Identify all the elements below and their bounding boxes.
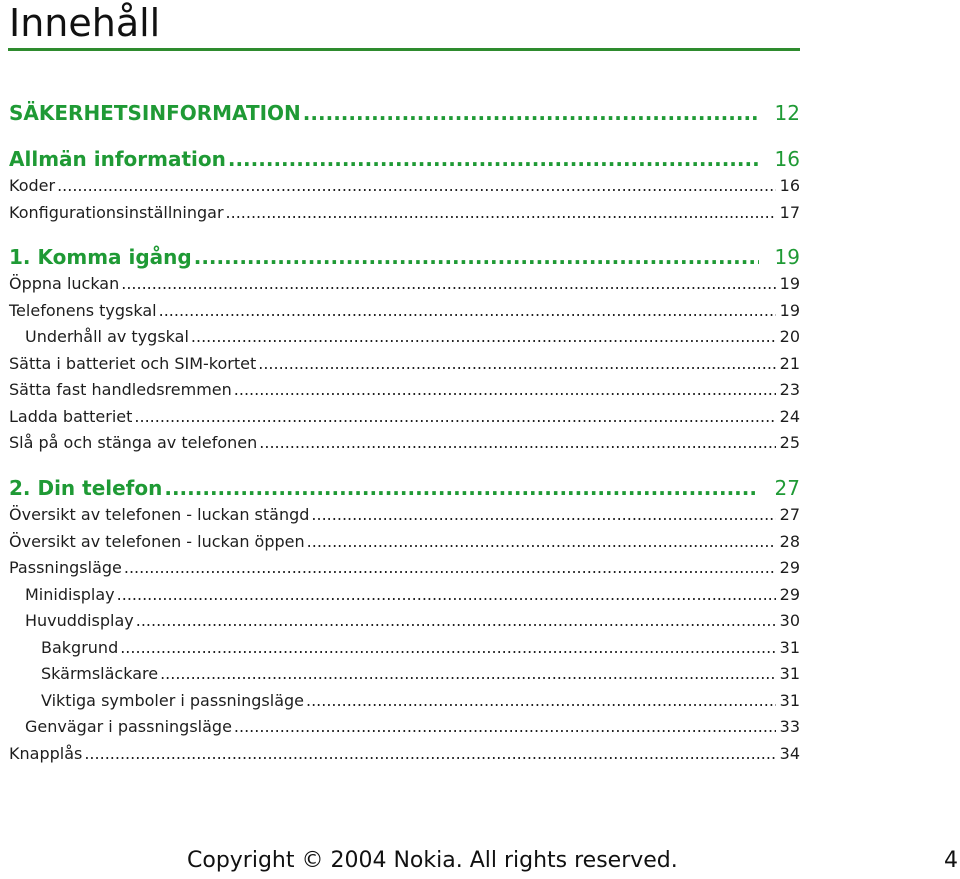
toc-entry-page: 33 — [779, 717, 800, 736]
toc-leader-dots — [226, 200, 776, 226]
toc-leader-dots — [159, 298, 776, 324]
toc-leader-dots — [136, 608, 776, 634]
toc-entry-title: Koder — [9, 176, 56, 195]
toc-leader-dots — [306, 688, 776, 714]
toc-entry-title: Ladda batteriet — [9, 407, 133, 426]
toc-entry[interactable] — [0, 173, 800, 199]
toc-entry-page: 17 — [779, 203, 800, 222]
toc-entry-title: Översikt av telefonen - luckan stängd — [9, 505, 310, 524]
toc-entry-title: Konfigurationsinställningar — [9, 203, 224, 222]
toc-leader-dots — [259, 430, 775, 456]
toc-entry[interactable] — [0, 741, 800, 767]
toc-leader-dots — [307, 529, 776, 555]
toc-entry-page: 19 — [779, 274, 800, 293]
toc-entry-page: 28 — [779, 532, 800, 551]
toc-entry-page: 30 — [779, 611, 800, 630]
toc-entry-title: Öppna luckan — [9, 274, 120, 293]
toc-entry-title: Översikt av telefonen - luckan öppen — [9, 532, 305, 551]
toc-leader-dots — [234, 377, 776, 403]
toc-entry[interactable] — [0, 688, 800, 714]
toc-entry-title: Viktiga symboler i passningsläge — [41, 691, 304, 710]
toc-entry-title: SÄKERHETSINFORMATION — [9, 101, 301, 125]
toc-entry-title: Allmän information — [9, 147, 226, 171]
toc-entry-page: 21 — [779, 354, 800, 373]
toc-entry-title: Huvuddisplay — [25, 611, 134, 630]
toc-entry[interactable] — [0, 377, 800, 403]
toc-entry-title: Bakgrund — [41, 638, 119, 657]
toc-entry[interactable] — [0, 661, 800, 687]
toc-heading[interactable] — [0, 242, 800, 272]
toc-entry-page: 24 — [779, 407, 800, 426]
toc-entry-title: Sätta i batteriet och SIM-kortet — [9, 354, 257, 373]
toc-entry[interactable] — [0, 608, 800, 634]
toc-entry[interactable] — [0, 635, 800, 661]
toc-entry[interactable] — [0, 555, 800, 581]
toc-entry-page: 29 — [779, 558, 800, 577]
toc-entry[interactable] — [0, 324, 800, 350]
toc-leader-dots — [303, 98, 759, 128]
toc-heading[interactable] — [0, 98, 800, 128]
toc-leader-dots — [121, 271, 775, 297]
toc-leader-dots — [194, 242, 759, 272]
toc-leader-dots — [160, 661, 776, 687]
toc-leader-dots — [84, 741, 775, 767]
toc-entry-page: 31 — [779, 664, 800, 683]
toc-entry-title: Sätta fast handledsremmen — [9, 380, 232, 399]
footer-copyright: Copyright © 2004 Nokia. All rights reserved. — [187, 848, 678, 873]
toc-leader-dots — [57, 173, 776, 199]
toc-leader-dots — [164, 473, 758, 503]
toc-entry[interactable] — [0, 404, 800, 430]
toc-entry[interactable] — [0, 271, 800, 297]
toc-entry[interactable] — [0, 298, 800, 324]
toc-leader-dots — [228, 144, 759, 174]
toc-entry-page: 23 — [779, 380, 800, 399]
toc-entry-title: Knapplås — [9, 744, 83, 763]
toc-entry-page: 29 — [779, 585, 800, 604]
footer-page-number: 4 — [944, 848, 958, 873]
toc-leader-dots — [191, 324, 776, 350]
toc-leader-dots — [134, 404, 775, 430]
toc-leader-dots — [124, 555, 776, 581]
toc-leader-dots — [234, 714, 776, 740]
toc-entry[interactable] — [0, 714, 800, 740]
page-title: Innehåll — [9, 1, 161, 45]
toc-entry-page: 12 — [774, 101, 800, 125]
toc-entry-page: 16 — [774, 147, 800, 171]
toc-leader-dots — [258, 351, 775, 377]
toc-heading[interactable] — [0, 144, 800, 174]
toc-entry-title: Slå på och stänga av telefonen — [9, 433, 258, 452]
toc-entry-page: 31 — [779, 691, 800, 710]
toc-heading[interactable] — [0, 473, 800, 503]
toc-entry-page: 27 — [779, 505, 800, 524]
toc-entry-title: Skärmsläckare — [41, 664, 159, 683]
toc-entry-page: 34 — [779, 744, 800, 763]
toc-entry[interactable] — [0, 502, 800, 528]
toc-entry-page: 25 — [779, 433, 800, 452]
toc-entry[interactable] — [0, 430, 800, 456]
toc-entry-page: 19 — [774, 245, 800, 269]
toc-entry-title: Passningsläge — [9, 558, 122, 577]
toc-entry[interactable] — [0, 529, 800, 555]
toc-leader-dots — [120, 635, 775, 661]
toc-entry-page: 31 — [779, 638, 800, 657]
toc-entry-title: 2. Din telefon — [9, 476, 163, 500]
toc-leader-dots — [311, 502, 775, 528]
toc-entry[interactable] — [0, 200, 800, 226]
toc-entry[interactable] — [0, 582, 800, 608]
toc-entry-title: Underhåll av tygskal — [25, 327, 189, 346]
toc-entry-page: 20 — [779, 327, 800, 346]
toc-entry-page: 16 — [779, 176, 800, 195]
toc-entry-page: 27 — [774, 476, 800, 500]
toc-leader-dots — [117, 582, 776, 608]
toc-entry-title: Minidisplay — [25, 585, 115, 604]
toc-entry-title: 1. Komma igång — [9, 245, 192, 269]
toc-entry-title: Telefonens tygskal — [9, 301, 157, 320]
toc-entry-title: Genvägar i passningsläge — [25, 717, 232, 736]
toc-entry[interactable] — [0, 351, 800, 377]
toc-entry-page: 19 — [779, 301, 800, 320]
